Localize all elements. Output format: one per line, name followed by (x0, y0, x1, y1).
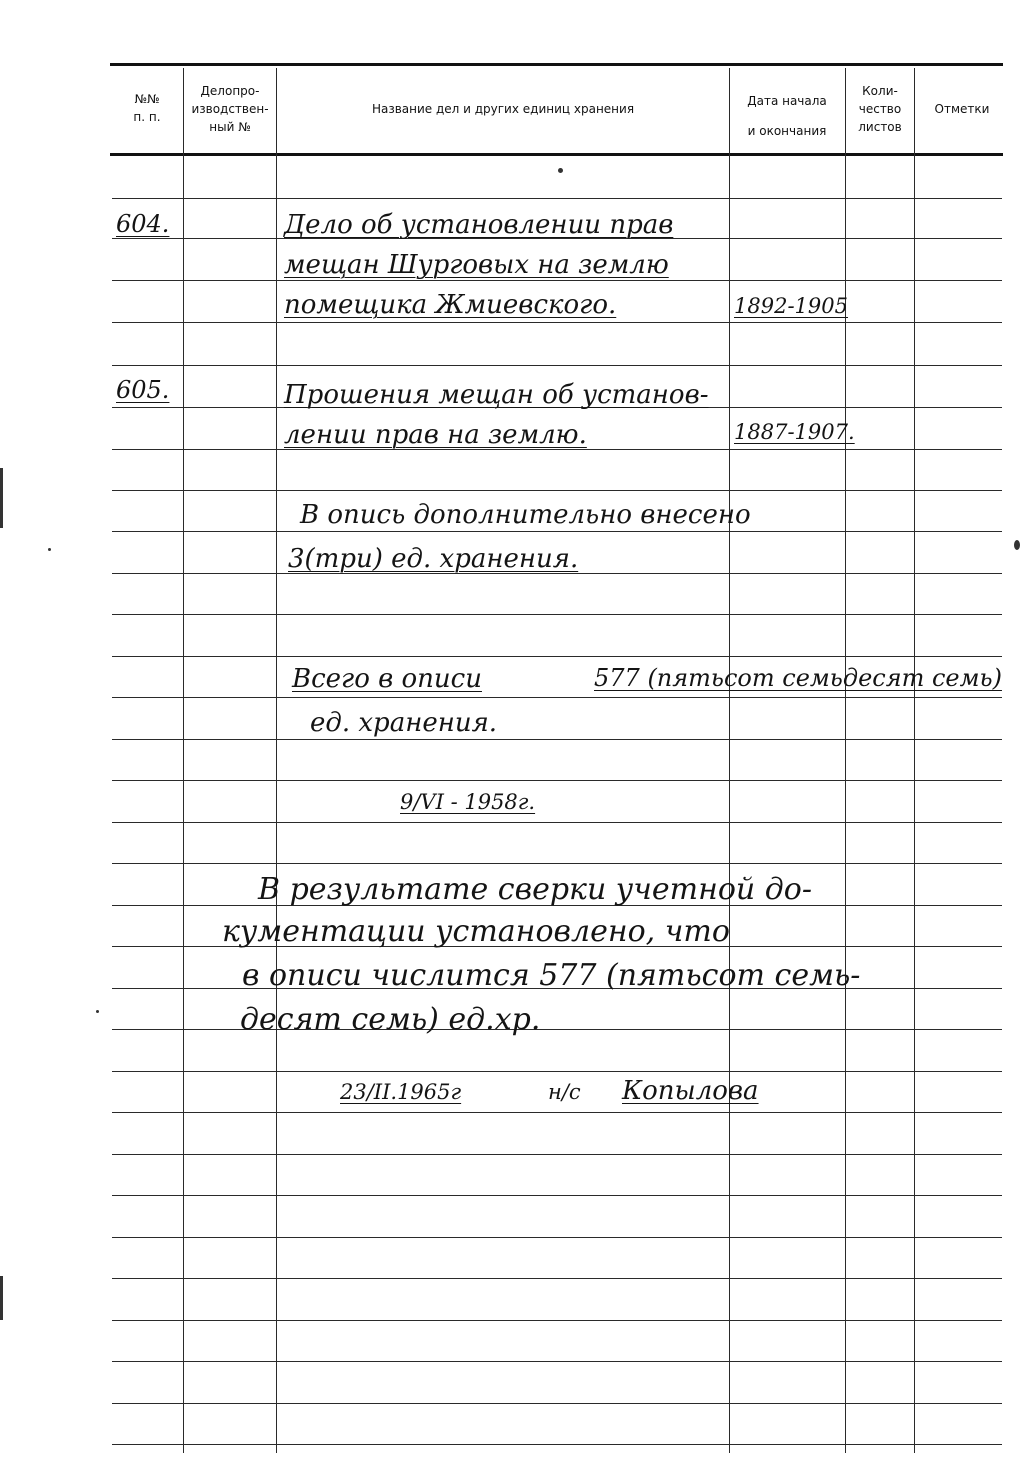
scan-speck (0, 468, 3, 528)
header-col-office-line2: изводствен- (191, 102, 269, 116)
total-value: 577 (пятьсот семьдесят семь) (594, 664, 1002, 692)
header-col-notes (916, 100, 1008, 118)
header-col-title (278, 100, 728, 118)
header-col-number-line1: №№ (134, 92, 160, 106)
scan-speck (1014, 540, 1020, 550)
header-col-office-line3: ный № (209, 120, 251, 134)
header-col-number-line2: п. п. (133, 110, 161, 124)
total-label: Всего в описи (292, 664, 482, 694)
header-col-dates-line1: Дата начала (747, 94, 827, 108)
ruled-line (112, 1320, 1002, 1321)
entry-604-number: 604. (116, 210, 170, 238)
verification-note-line1: В результате сверки учетной до- (258, 872, 812, 907)
entry-605-title-line1: Прошения мещан об установ- (284, 380, 709, 410)
ruled-line (112, 1444, 1002, 1445)
ruled-line (112, 863, 1002, 864)
header-top-border (110, 63, 1003, 66)
entry-605-title-line2: лении прав на землю. (284, 420, 587, 450)
header-col-office-number (185, 82, 275, 136)
column-rule-2 (276, 68, 277, 1453)
header-col-dates-line2: и окончания (747, 124, 827, 138)
entry-604-title-line3: помещика Жмиевского. (284, 290, 617, 320)
ruled-line (112, 656, 1002, 657)
ruled-line (112, 822, 1002, 823)
column-rule-3 (729, 68, 730, 1453)
verification-note-line2: кументации установлено, что (222, 914, 730, 949)
total-units: ед. хранения. (310, 708, 498, 738)
signature-date: 23/II.1965г (340, 1080, 462, 1104)
ruled-line (112, 739, 1002, 740)
entry-605-dates: 1887-1907. (734, 420, 855, 444)
ruled-line (112, 322, 1002, 323)
column-rule-4 (845, 68, 846, 1453)
ruled-line (112, 1403, 1002, 1404)
header-col-count-line3: листов (858, 120, 902, 134)
ruled-line (112, 1154, 1002, 1155)
column-rule-1 (183, 68, 184, 1453)
verification-note-line4: десят семь) ед.хр. (240, 1002, 541, 1037)
ruled-line (112, 1195, 1002, 1196)
ruled-line (112, 1278, 1002, 1279)
ruled-line (112, 531, 1002, 532)
ruled-line (112, 614, 1002, 615)
scan-speck (48, 548, 51, 551)
ruled-line (112, 365, 1002, 366)
scan-speck (96, 1010, 99, 1013)
header-col-notes-text: Отметки (934, 102, 990, 116)
ruled-line (112, 780, 1002, 781)
entry-604-title-line2: мещан Шурговых на землю (284, 250, 669, 280)
entry-604-dates: 1892-1905 (734, 294, 848, 318)
header-col-title-text: Название дел и других единиц хранения (371, 102, 635, 116)
ruled-line (112, 280, 1002, 281)
header-col-number (112, 90, 182, 126)
header-col-dates (730, 86, 844, 146)
ruled-line (112, 1237, 1002, 1238)
ruled-line (112, 198, 1002, 199)
header-bottom-border (110, 153, 1003, 156)
signature-name: Копылова (622, 1076, 759, 1106)
ruled-line (112, 1071, 1002, 1072)
ruled-line (112, 1112, 1002, 1113)
scan-speck (558, 168, 563, 173)
ruled-line (112, 697, 1002, 698)
header-col-office-line1: Делопро- (200, 84, 260, 98)
added-items-note-line2: 3(три) ед. хранения. (288, 544, 579, 574)
scan-speck (0, 1276, 3, 1320)
column-rule-5 (914, 68, 915, 1453)
entry-604-title-line1: Дело об установлении прав (284, 210, 674, 240)
verification-note-line3: в описи числится 577 (пятьсот семь- (242, 958, 861, 993)
signature-role: н/с (548, 1080, 581, 1104)
ruled-line (112, 490, 1002, 491)
ruled-line (112, 1361, 1002, 1362)
entry-605-number: 605. (116, 376, 170, 404)
header-col-sheet-count (846, 82, 914, 136)
total-date: 9/VI - 1958г. (400, 790, 536, 814)
added-items-note-line1: В опись дополнительно внесено (300, 500, 751, 530)
header-col-count-line2: чество (858, 102, 902, 116)
header-col-count-line1: Коли- (862, 84, 898, 98)
